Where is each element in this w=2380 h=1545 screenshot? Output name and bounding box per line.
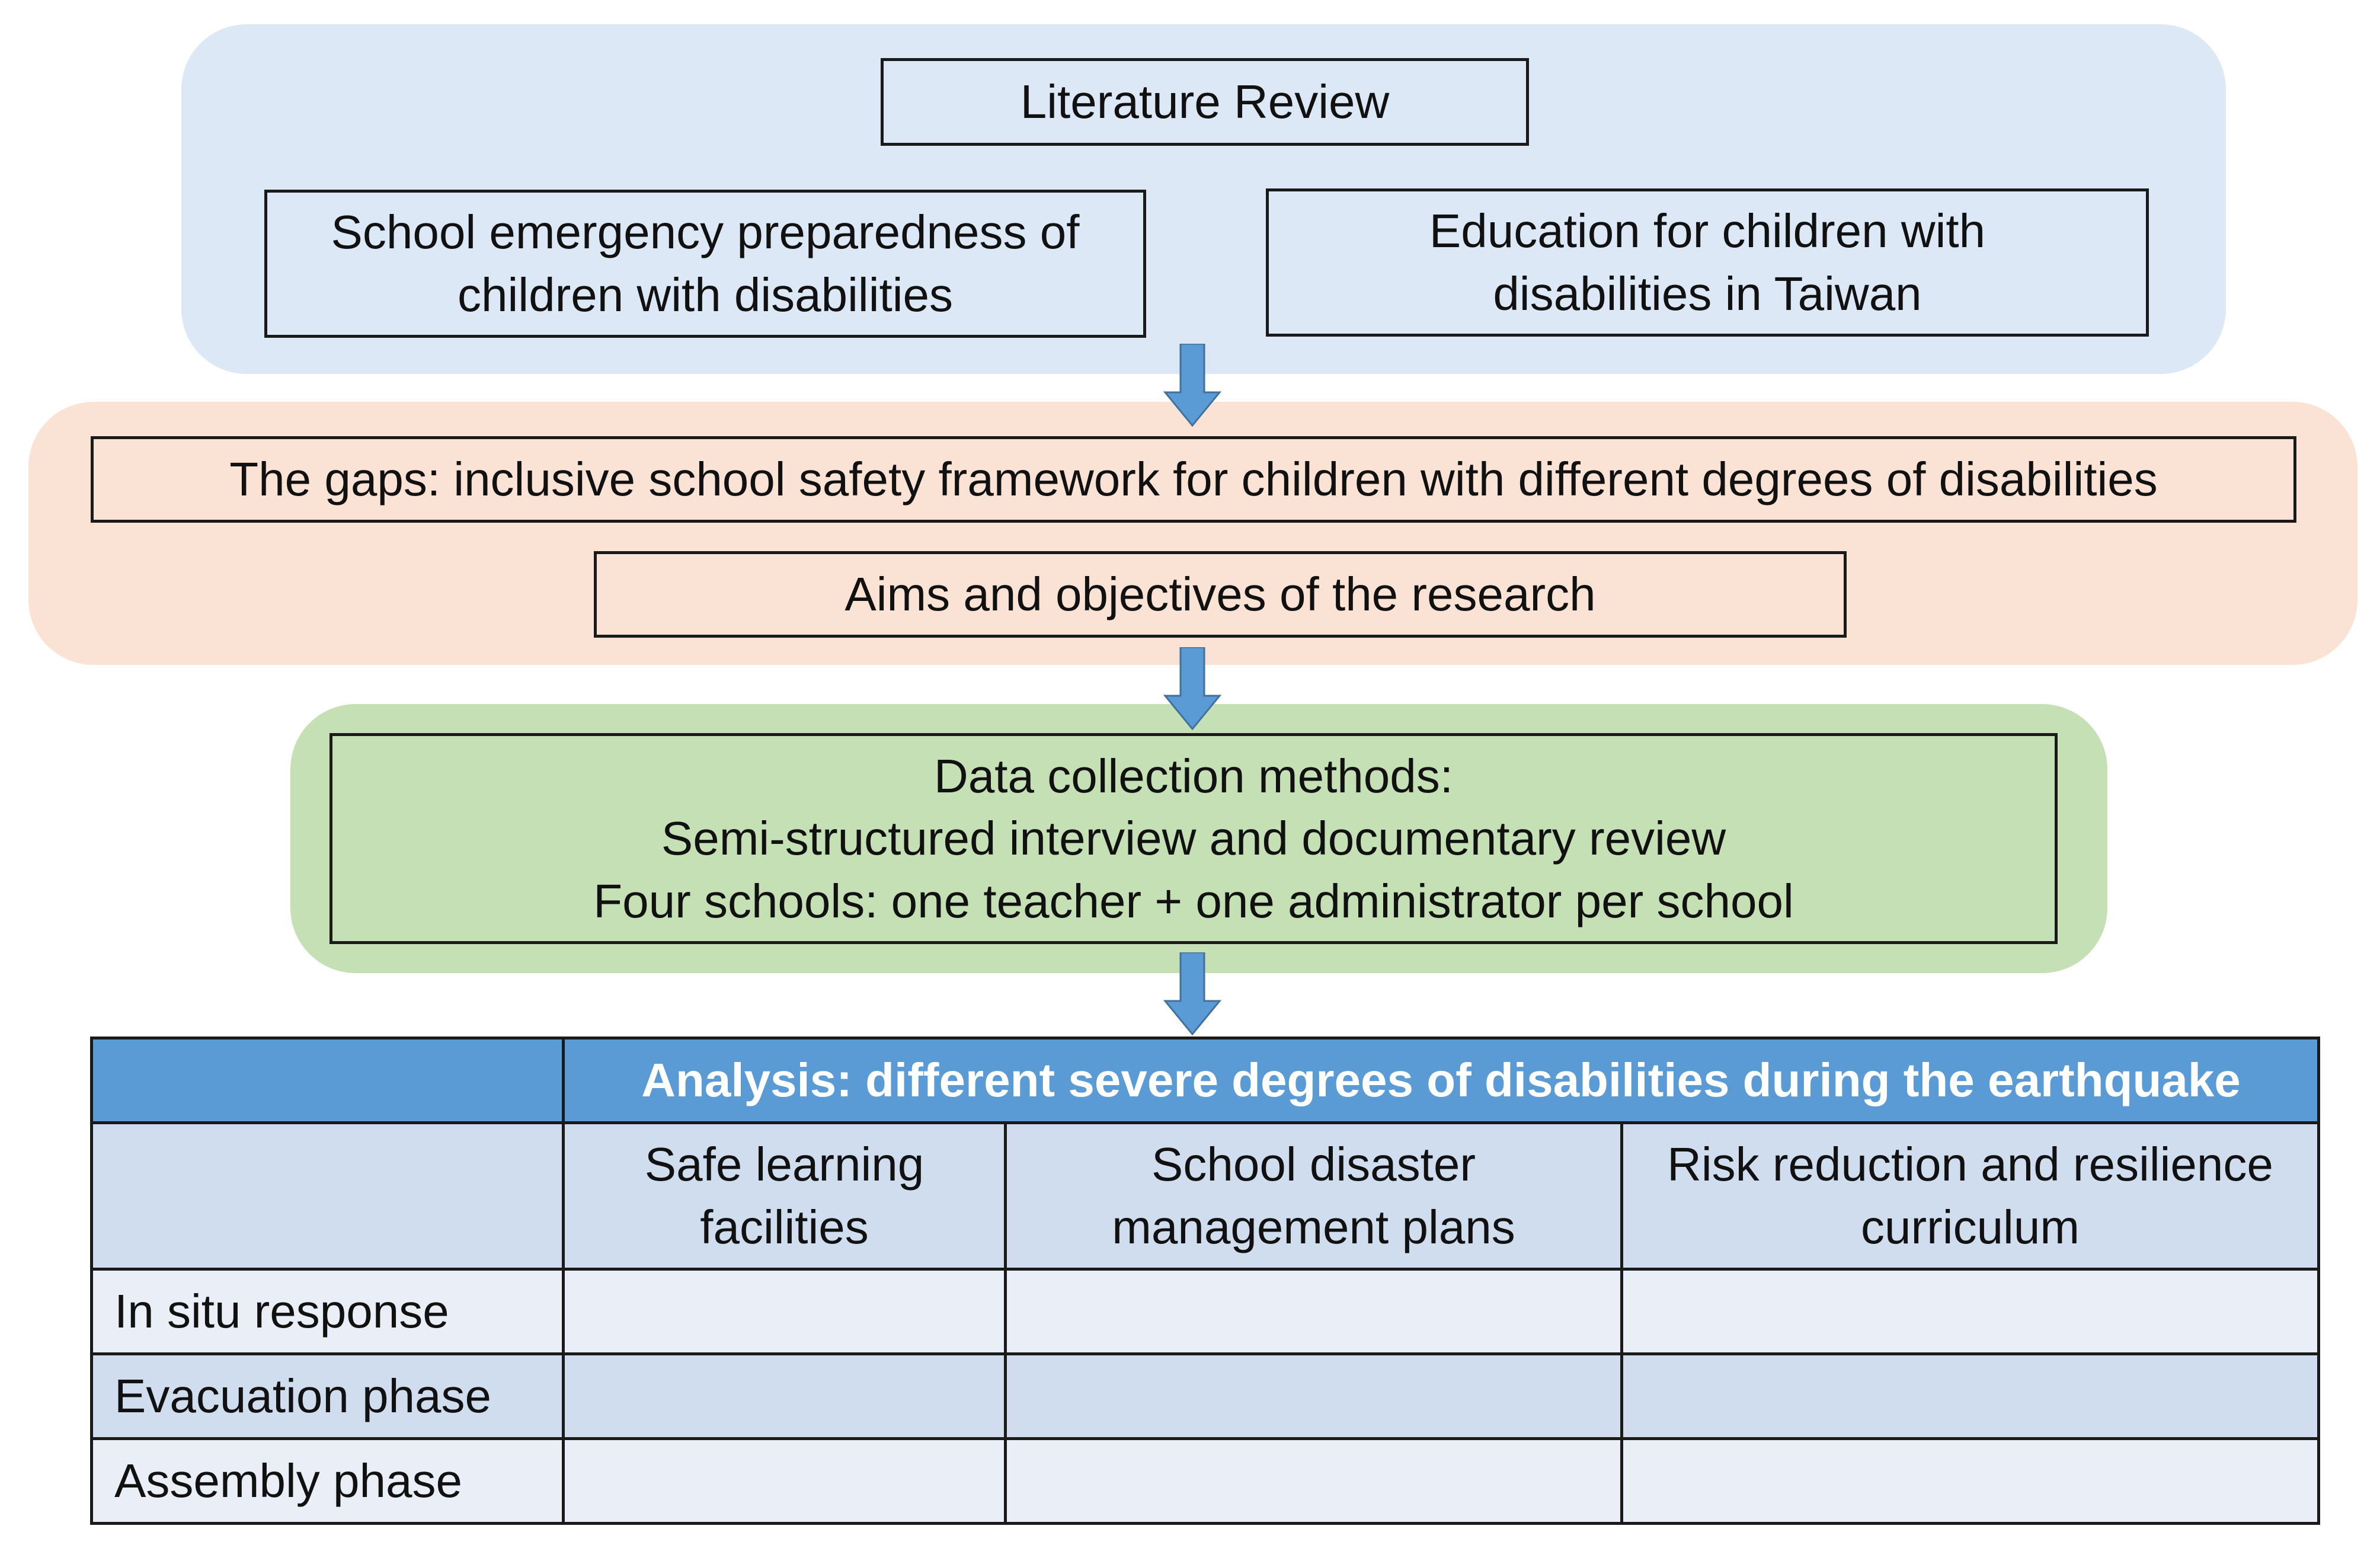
analysis-columns-corner: [92, 1123, 564, 1269]
literature-review-box: [881, 58, 1529, 146]
column-header-safe-learning-line-1: Safe learning: [644, 1138, 925, 1191]
data-collection-box: [330, 733, 2058, 944]
analysis-title: Analysis: different severe degrees of disabilities during the earthquake: [564, 1038, 2319, 1123]
table-cell: [1006, 1269, 1622, 1354]
down-arrow-icon: [1163, 952, 1222, 1035]
column-header-risk-reduction: [1622, 1123, 2319, 1269]
research-gaps-text: The gaps: inclusive school safety framework for children with different degrees of disabilities: [229, 453, 2158, 506]
table-row: [92, 1439, 2319, 1524]
column-header-risk-reduction-line-2: curriculum: [1861, 1201, 2080, 1253]
data-collection-line-3: Four schools: one teacher + one administrator per school: [593, 874, 1794, 927]
data-collection-line-1: Data collection methods:: [933, 749, 1453, 802]
table-row: [92, 1269, 2319, 1354]
aims-objectives-text: Aims and objectives of the research: [844, 568, 1596, 621]
column-header-safe-learning-line-2: facilities: [700, 1201, 869, 1253]
table-cell: [564, 1439, 1006, 1524]
down-arrow-icon: [1163, 344, 1222, 427]
table-cell: [1622, 1269, 2319, 1354]
data-collection-line-2: Semi-structured interview and documentary review: [661, 812, 1726, 865]
column-header-disaster-plans: [1006, 1123, 1622, 1269]
research-gaps-box: [91, 436, 2296, 523]
aims-objectives-box: [594, 551, 1847, 638]
down-arrow-icon: [1163, 647, 1222, 730]
row-label-assembly: Assembly phase: [92, 1439, 564, 1524]
literature-review-title: Literature Review: [1020, 75, 1390, 129]
table-cell: [1006, 1439, 1622, 1524]
analysis-header-row: [92, 1038, 2319, 1123]
column-header-risk-reduction-line-1: Risk reduction and resilience: [1667, 1138, 2273, 1191]
table-row: [92, 1354, 2319, 1439]
table-cell: [1006, 1354, 1622, 1439]
school-preparedness-box: [264, 190, 1146, 338]
table-cell: [1622, 1354, 2319, 1439]
column-header-disaster-plans-line-1: School disaster: [1151, 1138, 1476, 1191]
education-taiwan-line-1: Education for children with: [1429, 204, 1986, 258]
column-header-safe-learning: [564, 1123, 1006, 1269]
analysis-table: [90, 1037, 2320, 1525]
education-taiwan-box: [1266, 188, 2149, 337]
table-cell: [564, 1269, 1006, 1354]
table-cell: [1622, 1439, 2319, 1524]
column-header-disaster-plans-line-2: management plans: [1112, 1201, 1515, 1253]
analysis-header-corner: [92, 1038, 564, 1123]
row-label-evacuation: Evacuation phase: [92, 1354, 564, 1439]
row-label-in-situ: In situ response: [92, 1269, 564, 1354]
school-preparedness-line-1: School emergency preparedness of: [331, 206, 1080, 259]
school-preparedness-line-2: children with disabilities: [458, 268, 953, 321]
table-cell: [564, 1354, 1006, 1439]
analysis-columns-row: [92, 1123, 2319, 1269]
education-taiwan-line-2: disabilities in Taiwan: [1493, 267, 1922, 320]
